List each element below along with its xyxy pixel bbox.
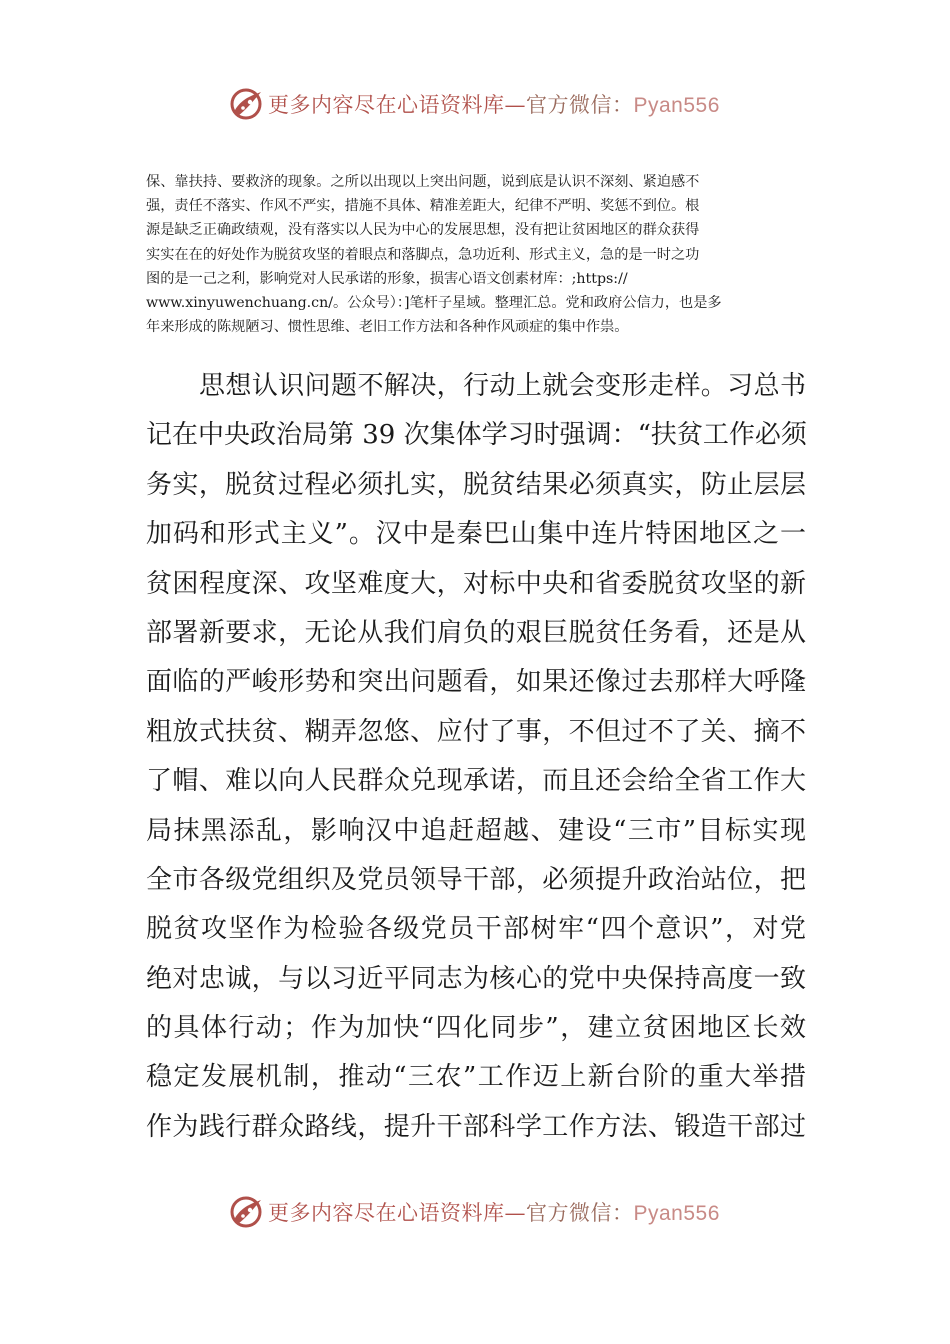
banner-dash: — [504, 1201, 526, 1225]
paragraph-line: www.xinyuwenchuang.cn/。公众号）：]笔杆子星域。整理汇总。党和政府公信力，也是多 [146, 294, 722, 311]
banner-wechat-label: 官方微信： [526, 1201, 634, 1225]
paragraph-line: 了帽、难以向人民群众兑现承诺，而且还会给全省工作大 [146, 766, 806, 797]
paragraph-line: 绝对忠诚，与以习近平同志为核心的党中央保持高度一致 [146, 963, 806, 994]
logo-icon [228, 86, 264, 122]
paragraph-line: 强，责任不落实、作风不严实，措施不具体、精准差距大，纪律不严明、奖惩不到位。根 [146, 198, 700, 215]
banner-main-text: 更多内容尽在心语资料库 [268, 93, 505, 117]
paragraph-line: 图的是一己之利，影响党对人民承诺的形象，损害心语文创素材库：;https:// [146, 270, 628, 287]
main-paragraph [146, 362, 806, 1152]
paragraph-line: 加码和形式主义”。汉中是秦巴山集中连片特困地区之一 [146, 519, 806, 550]
paragraph-line: 粗放式扶贫、糊弄忽悠、应付了事，不但过不了关、摘不 [146, 716, 806, 747]
paragraph-line: 局抹黑添乱，影响汉中追赶超越、建设“三市”目标实现 [146, 815, 806, 846]
paragraph-line: 保、靠扶持、要救济的现象。之所以出现以上突出问题，说到底是认识不深刻、紧迫感不 [146, 174, 700, 190]
banner-wechat-label: 官方微信： [526, 93, 634, 117]
paragraph-line: 贫困程度深、攻坚难度大，对标中央和省委脱贫攻坚的新 [146, 568, 806, 599]
paragraph-line: 源是缺乏正确政绩观，没有落实以人民为中心的发展思想，没有把让贫困地区的群众获得 [146, 222, 700, 239]
paragraph-line: 实实在在的好处作为脱贫攻坚的着眼点和落脚点，急功近利、形式主义，急的是一时之功 [146, 246, 700, 263]
paragraph-line: 记在中央政治局第 39 次集体学习时强调：“扶贫工作必须 [146, 420, 807, 451]
paragraph-line: 思想认识问题不解决，行动上就会变形走样。习总书 [199, 371, 806, 401]
paragraph-line: 全市各级党组织及党员领导干部，必须提升政治站位，把 [146, 864, 806, 895]
paragraph-line: 稳定发展机制，推动“三农”工作迈上新台阶的重大举措 [146, 1062, 806, 1093]
banner-wechat-id: Pyan556 [633, 94, 720, 117]
banner-dash: — [504, 93, 526, 117]
header-banner [228, 84, 728, 124]
paragraph-line: 脱贫攻坚作为检验各级党员干部树牢“四个意识”，对党 [146, 914, 806, 945]
footer-banner [228, 1192, 728, 1232]
paragraph-line: 的具体行动；作为加快“四化同步”，建立贫困地区长效 [146, 1013, 806, 1044]
top-paragraph [146, 170, 806, 339]
logo-icon [228, 1194, 264, 1230]
paragraph-line: 年来形成的陈规陋习、惯性思维、老旧工作方法和各种作风顽症的集中作祟。 [146, 319, 629, 336]
paragraph-line: 务实，脱贫过程必须扎实，脱贫结果必须真实，防止层层 [146, 469, 806, 500]
paragraph-line: 面临的严峻形势和突出问题看，如果还像过去那样大呼隆 [146, 667, 806, 698]
banner-text [268, 1197, 720, 1227]
paragraph-line: 部署新要求，无论从我们肩负的艰巨脱贫任务看，还是从 [146, 617, 806, 648]
banner-text [268, 89, 720, 119]
banner-main-text: 更多内容尽在心语资料库 [268, 1201, 505, 1225]
paragraph-line: 作为践行群众路线，提升干部科学工作方法、锻造干部过 [146, 1111, 806, 1142]
banner-wechat-id: Pyan556 [633, 1202, 720, 1225]
